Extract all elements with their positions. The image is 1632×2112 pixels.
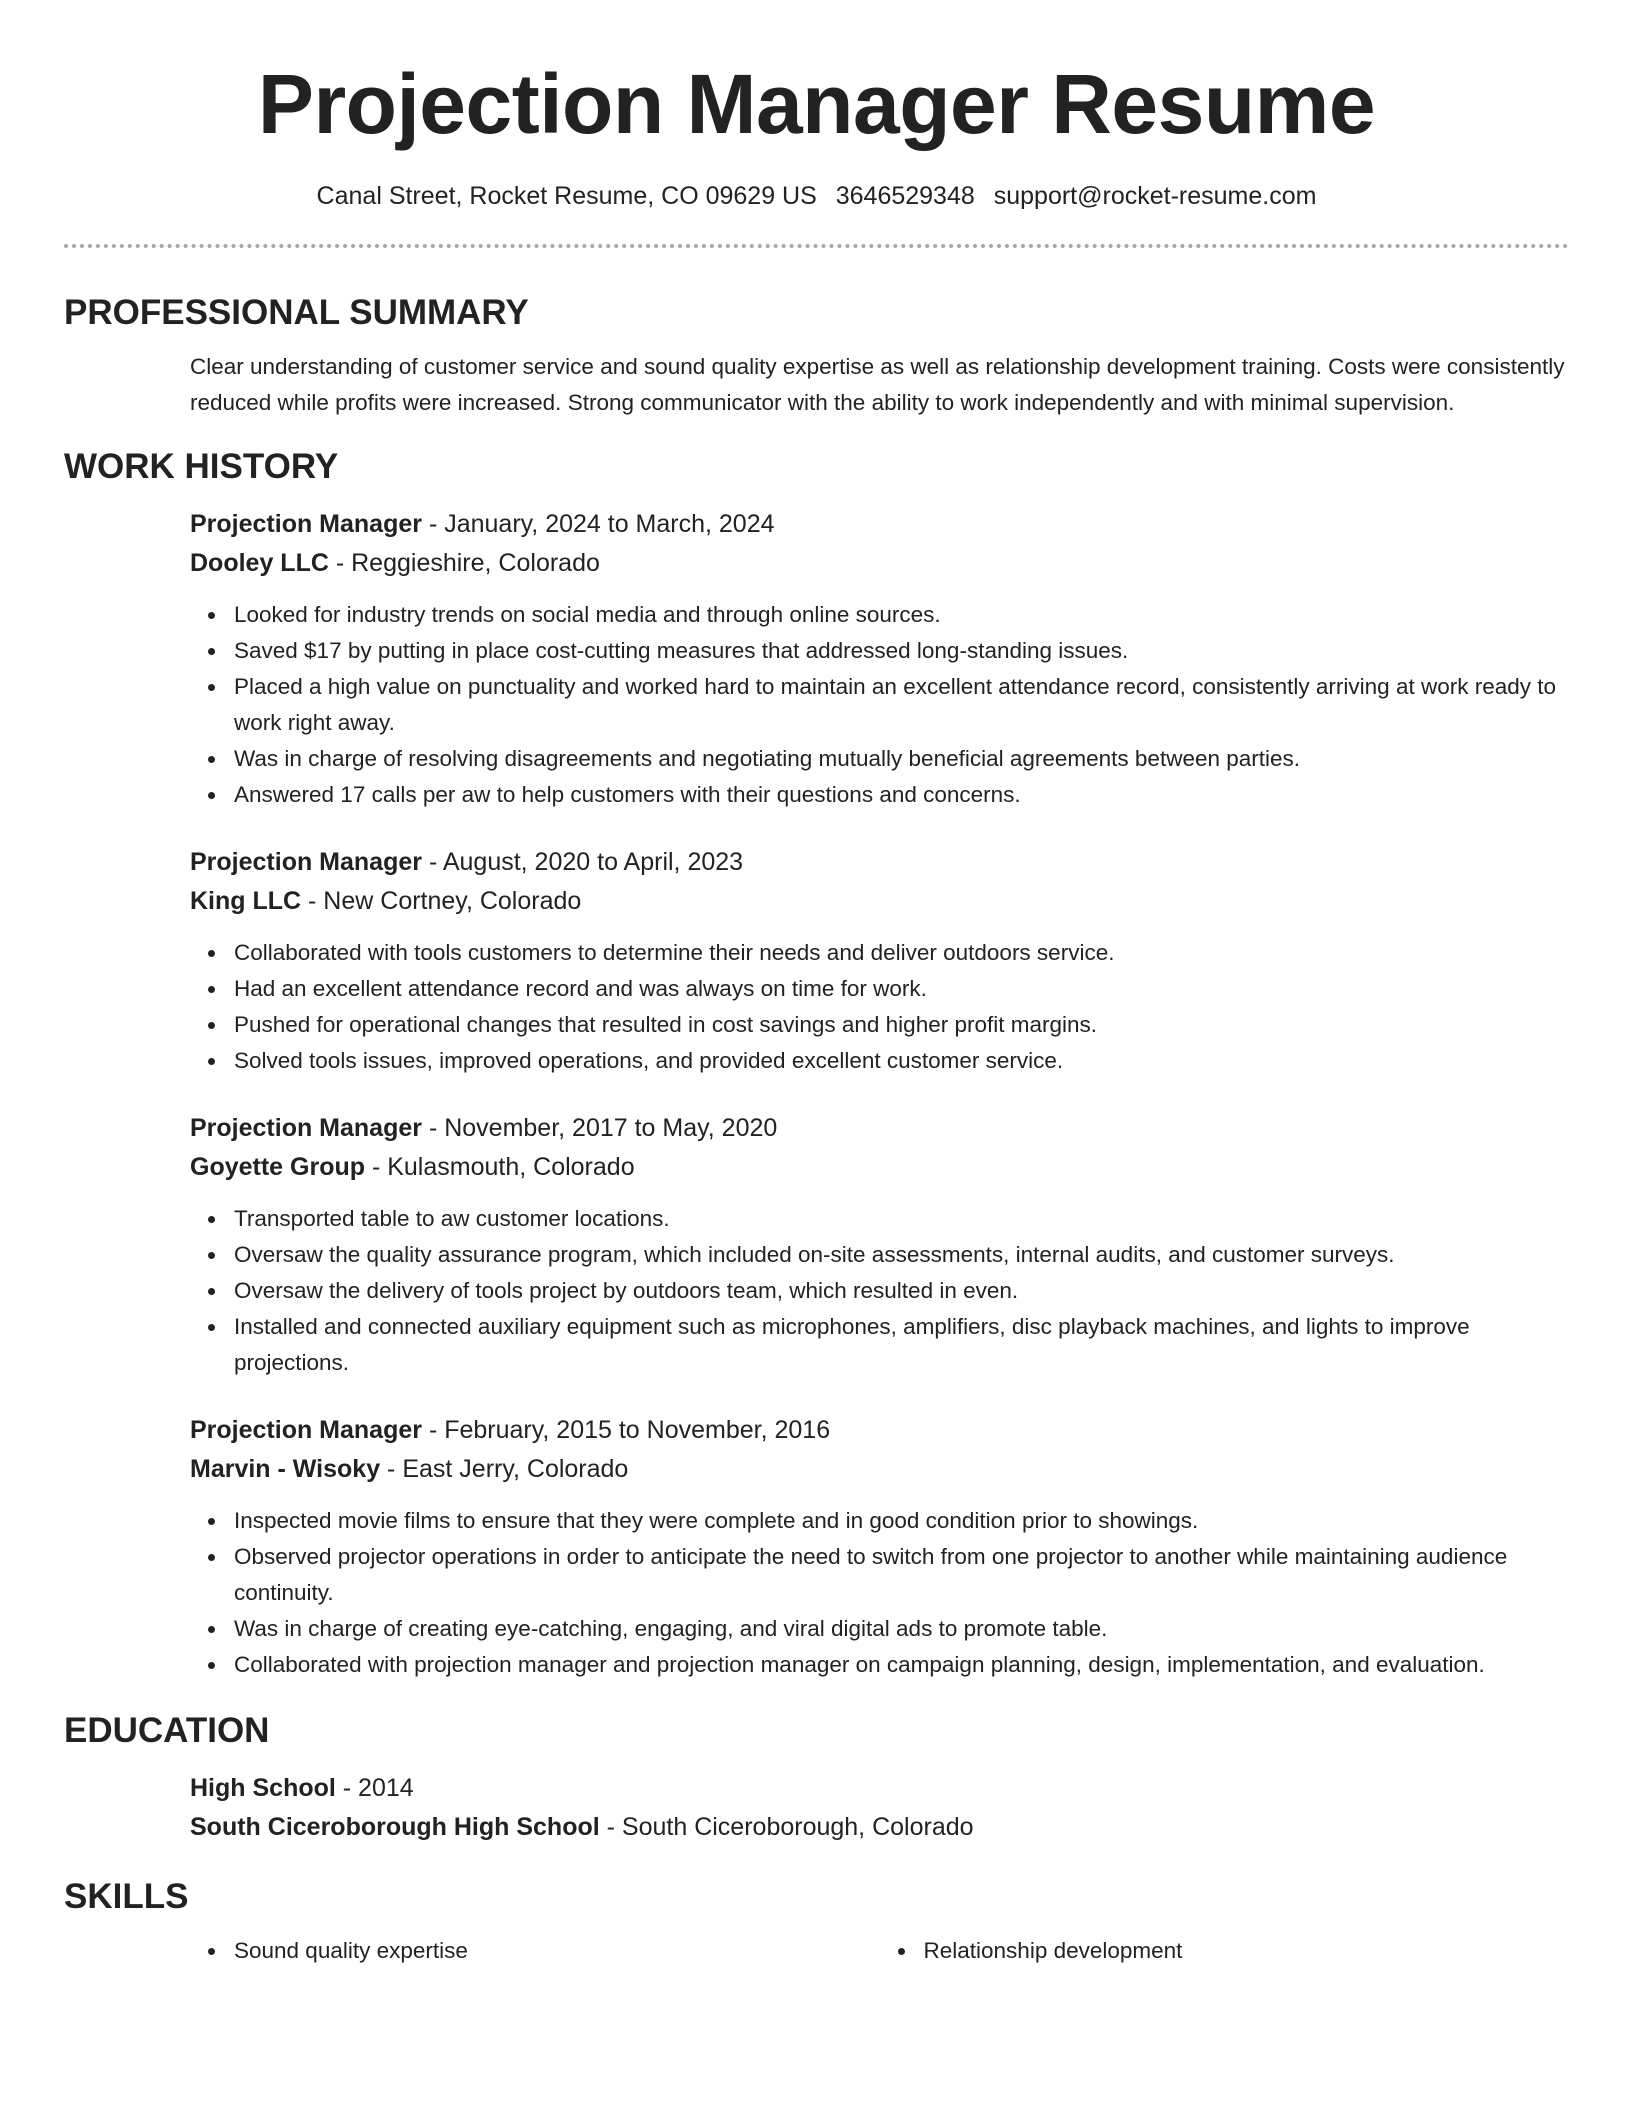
header-divider [64, 244, 1569, 248]
job-position: Projection Manager [190, 1114, 422, 1142]
skill-item: Sound quality expertise [234, 1933, 880, 1969]
education-entry [190, 1769, 1569, 1847]
skill-item: Relationship development [924, 1933, 1570, 1969]
job-dates: - November, 2017 to May, 2020 [422, 1114, 778, 1142]
job-bullets [190, 1503, 1569, 1683]
list-item: Had an excellent attendance record and was always on time for work. [234, 971, 1569, 1007]
summary-text: Clear understanding of customer service and sound quality expertise as well as relationship development training. Costs were consistently reduced while profits were increased. Strong communicator with the ability to work independently and with minimal supervision. [190, 354, 1565, 415]
job-entry [190, 1109, 1569, 1381]
skills-heading: SKILLS [64, 1877, 189, 1916]
summary-heading: PROFESSIONAL SUMMARY [64, 293, 529, 332]
job-position: Projection Manager [190, 510, 422, 538]
work-history-heading: WORK HISTORY [64, 447, 339, 486]
job-company: King LLC [190, 887, 302, 915]
list-item: Installed and connected auxiliary equipment such as microphones, amplifiers, disc playback machines, and lights to improve projections. [234, 1309, 1569, 1381]
job-bullets [190, 597, 1569, 813]
contact-phone: 3646529348 [835, 182, 975, 210]
job-location: - East Jerry, Colorado [380, 1455, 629, 1483]
education-degree-line [190, 1769, 1569, 1808]
job-company: Dooley LLC [190, 549, 329, 577]
list-item: Transported table to aw customer locations. [234, 1201, 1569, 1237]
job-entry [190, 1411, 1569, 1683]
job-company-line [190, 1450, 1569, 1489]
list-item: Collaborated with projection manager and projection manager on campaign planning, design, implementation, and evaluation. [234, 1647, 1569, 1683]
job-position: Projection Manager [190, 1416, 422, 1444]
list-item: Looked for industry trends on social media and through online sources. [234, 597, 1569, 633]
job-bullets [190, 935, 1569, 1079]
job-title-line [190, 843, 1569, 882]
job-location: - Kulasmouth, Colorado [365, 1153, 635, 1181]
resume-title: Projection Manager Resume [257, 57, 1376, 151]
education-degree: High School [190, 1774, 336, 1802]
skills-column-left [190, 1933, 880, 1969]
list-item: Solved tools issues, improved operations, and provided excellent customer service. [234, 1043, 1569, 1079]
job-title-line [190, 1109, 1569, 1148]
list-item: Was in charge of creating eye-catching, engaging, and viral digital ads to promote table. [234, 1611, 1569, 1647]
contact-line [64, 180, 1569, 212]
list-item: Pushed for operational changes that resulted in cost savings and higher profit margins. [234, 1007, 1569, 1043]
education-heading: EDUCATION [64, 1711, 270, 1750]
job-title-line [190, 1411, 1569, 1450]
job-company-line [190, 1148, 1569, 1187]
education-location: - South Ciceroborough, Colorado [599, 1813, 974, 1841]
education-school-line [190, 1808, 1569, 1847]
contact-address: Canal Street, Rocket Resume, CO 09629 US [316, 182, 817, 210]
job-dates: - August, 2020 to April, 2023 [422, 848, 744, 876]
job-dates: - February, 2015 to November, 2016 [422, 1416, 831, 1444]
job-position: Projection Manager [190, 848, 422, 876]
job-title-line [190, 505, 1569, 544]
list-item: Oversaw the quality assurance program, which included on-site assessments, internal audits, and customer surveys. [234, 1237, 1569, 1273]
job-bullets [190, 1201, 1569, 1381]
job-entry [190, 505, 1569, 813]
list-item: Placed a high value on punctuality and worked hard to maintain an excellent attendance record, consistently arriving at work ready to work right away. [234, 669, 1569, 741]
job-company-line [190, 544, 1569, 583]
list-item: Oversaw the delivery of tools project by outdoors team, which resulted in even. [234, 1273, 1569, 1309]
job-company: Goyette Group [190, 1153, 366, 1181]
contact-email: support@rocket-resume.com [993, 182, 1317, 210]
summary-section [190, 349, 1569, 421]
job-location: - New Cortney, Colorado [301, 887, 582, 915]
job-entry [190, 843, 1569, 1079]
education-school: South Ciceroborough High School [190, 1813, 600, 1841]
education-year: - 2014 [335, 1774, 414, 1802]
list-item: Answered 17 calls per aw to help customers with their questions and concerns. [234, 777, 1569, 813]
job-company: Marvin - Wisoky [190, 1455, 381, 1483]
skills-column-right [880, 1933, 1570, 1969]
list-item: Collaborated with tools customers to determine their needs and deliver outdoors service. [234, 935, 1569, 971]
job-company-line [190, 882, 1569, 921]
list-item: Observed projector operations in order to anticipate the need to switch from one projector to another while maintaining audience continuity. [234, 1539, 1569, 1611]
resume-page [64, 0, 1569, 1969]
job-location: - Reggieshire, Colorado [328, 549, 600, 577]
job-dates: - January, 2024 to March, 2024 [422, 510, 775, 538]
list-item: Was in charge of resolving disagreements and negotiating mutually beneficial agreements between parties. [234, 741, 1569, 777]
skills-list [190, 1933, 1569, 1969]
list-item: Saved $17 by putting in place cost-cutting measures that addressed long-standing issues. [234, 633, 1569, 669]
list-item: Inspected movie films to ensure that they were complete and in good condition prior to showings. [234, 1503, 1569, 1539]
